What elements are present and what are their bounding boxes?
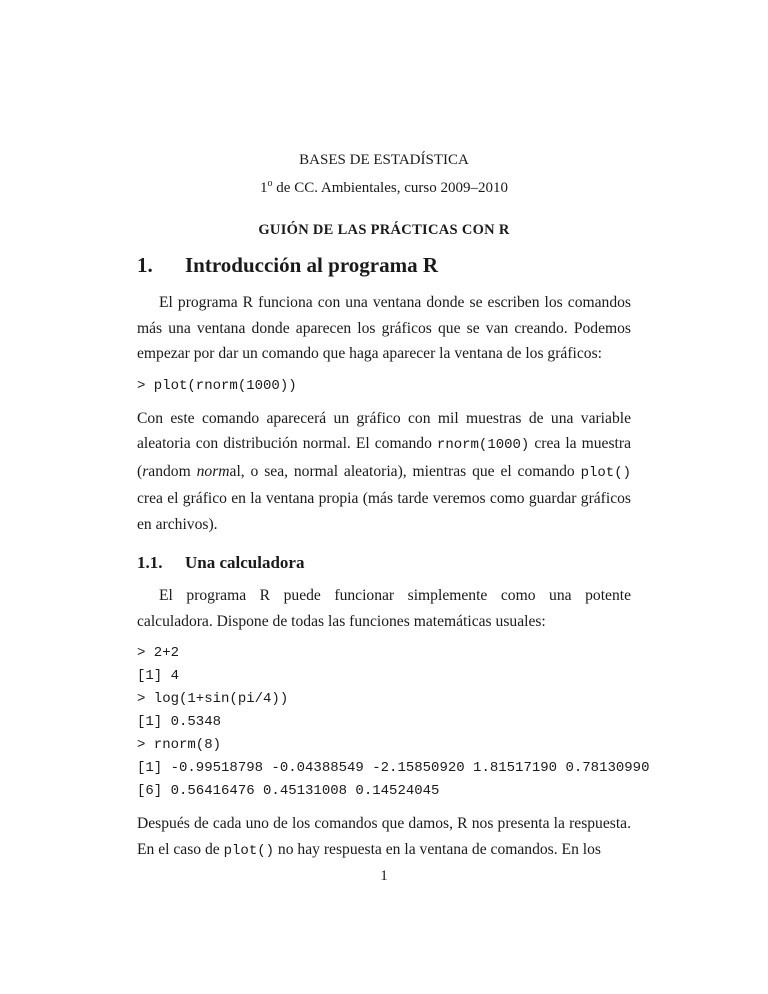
code-block: > plot(rnorm(1000))	[137, 377, 297, 394]
section-number: 1.	[137, 253, 153, 277]
paragraph: Con este comando aparecerá un gráfico con mil muestras de una variable aleatoria con distribución normal. El comando rnorm(1000) crea la muestra (random normal, o sea, normal aleatoria), mientras que el comando plot() crea el gráfico en la ventana propia (más tarde veremos como guardar gráficos en archivos).	[137, 409, 632, 533]
subsection-number: 1.1.	[137, 553, 163, 572]
paragraph: El programa R puede funcionar simplemente como una potente calculadora. Dispone de todas las funciones matemáticas usuales:	[137, 587, 631, 630]
code-line: [6] 0.56416476 0.45131008 0.14524045	[137, 783, 440, 799]
paragraph: El programa R funciona con una ventana donde se escriben los comandos más una ventana donde aparecen los gráficos que se van creando. Podemos empezar por dar un comando que haga aparecer la ventana de los gráficos:	[137, 294, 631, 362]
inline-code: rnorm(1000)	[436, 437, 530, 453]
page-number: 1	[380, 868, 388, 884]
code-line: > log(1+sin(pi/4))	[137, 691, 289, 707]
subsection-title: Una calculadora	[185, 553, 305, 572]
course-subtitle	[137, 172, 631, 200]
subtitle-ordinal: o	[267, 178, 273, 189]
code-block	[137, 642, 650, 803]
code-line: > rnorm(8)	[137, 737, 222, 753]
section-title: Introducción al programa R	[185, 253, 438, 277]
code-line: [1] -0.99518798 -0.04388549 -2.15850920 1.81517190 0.78130990	[137, 760, 650, 776]
course-title: BASES DE ESTADÍSTICA	[299, 152, 469, 168]
document-page	[137, 148, 650, 864]
paragraph: Después de cada uno de los comandos que damos, R nos presenta la respuesta. En el caso de plot() no hay respuesta en la ventana de comandos. En los	[137, 815, 631, 859]
subsection-heading	[137, 553, 631, 573]
inline-code: plot()	[580, 464, 632, 481]
inline-code: plot()	[223, 842, 275, 859]
subtitle-year: 1	[260, 180, 268, 196]
code-line: > 2+2	[137, 645, 180, 661]
document-heading: GUIÓN DE LAS PRÁCTICAS CON R	[258, 222, 510, 238]
code-line: [1] 4	[137, 668, 180, 684]
code-line: [1] 0.5348	[137, 714, 222, 730]
subtitle-text: de CC. Ambientales, curso 2009–2010	[272, 180, 508, 196]
section-heading	[137, 253, 631, 278]
